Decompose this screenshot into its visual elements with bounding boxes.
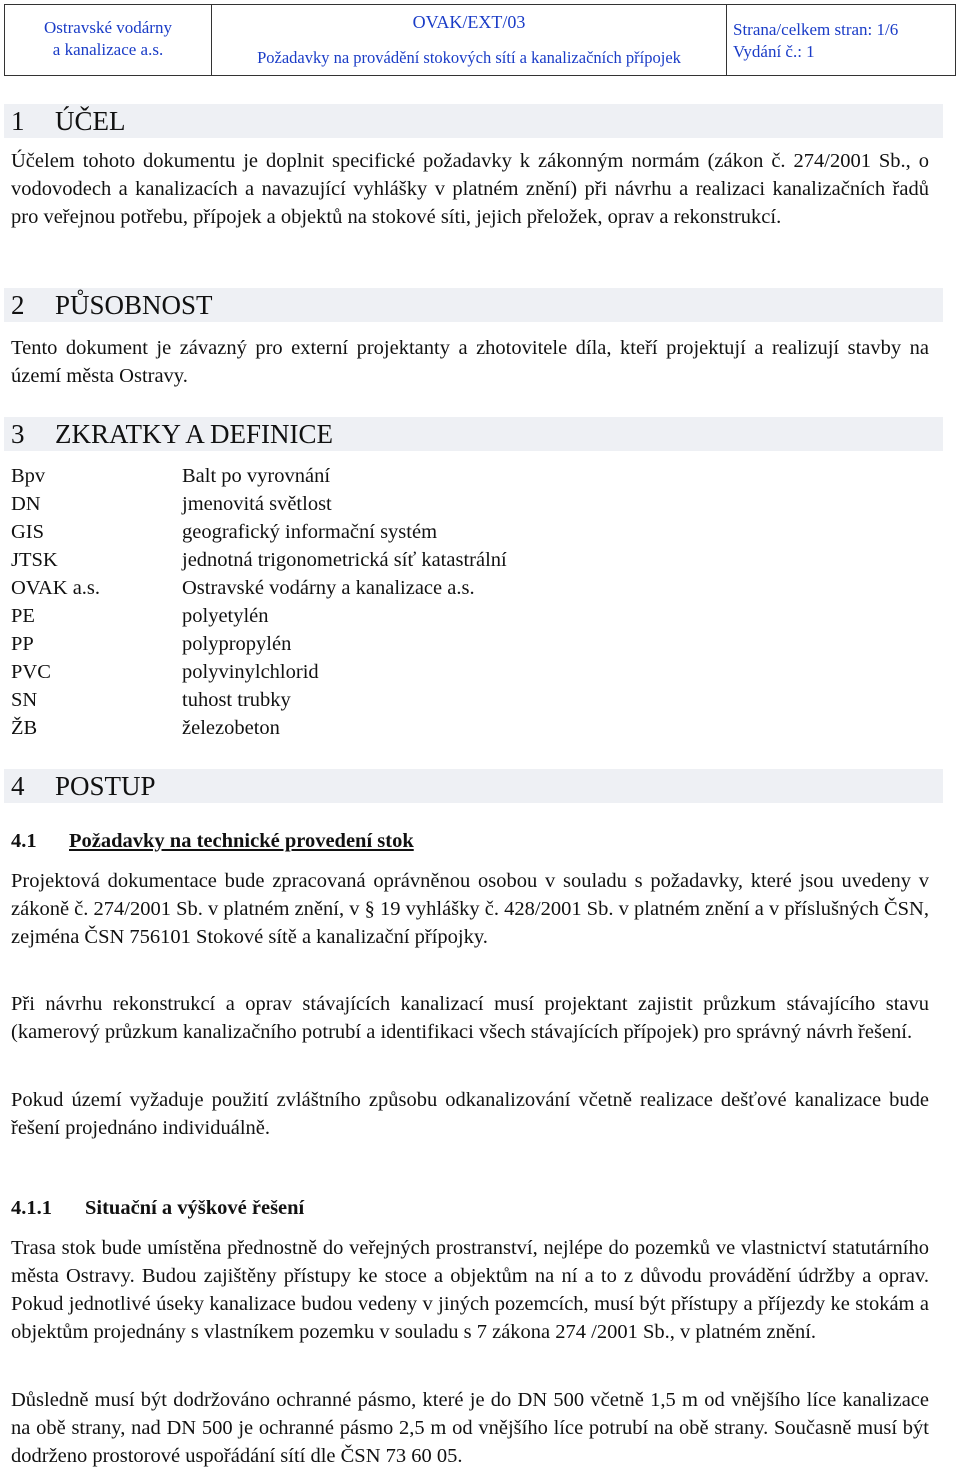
- abbreviation-key: PVC: [11, 661, 51, 683]
- subsection-title: Situační a výškové řešení: [85, 1197, 305, 1219]
- abbreviation-value: železobeton: [182, 717, 280, 739]
- section-number: 1: [11, 106, 25, 136]
- subsection-number: 4.1: [11, 830, 37, 852]
- section-2-text: [11, 334, 929, 390]
- section-number: 2: [11, 290, 25, 320]
- section-title: PŮSOBNOST: [55, 290, 213, 320]
- abbreviation-row: [11, 574, 711, 602]
- abbreviation-key: SN: [11, 689, 38, 711]
- header-meta: [727, 5, 955, 75]
- section-title: POSTUP: [55, 771, 156, 801]
- paragraph: Při návrhu rekonstrukcí a oprav stávajících kanalizací musí projektant zajistit průzkum stávajícího stavu (kamerový průzkum kanalizačního potrubí a identifikaci všech stávajících přípojek) pro správný návrh řešení.: [11, 993, 929, 1043]
- paragraph: Projektová dokumentace bude zpracovaná oprávněnou osobou v souladu s požadavky, které jsou uvedeny v zákoně č. 274/2001 Sb. v platném znění, v § 19 vyhlášky č. 428/2001 Sb. v platném znění a v příslušných ČSN, zejména ČSN 756101 Stokové sítě a kanalizační přípojky.: [11, 870, 929, 948]
- abbreviation-row: [11, 658, 711, 686]
- abbreviation-key: PE: [11, 605, 35, 627]
- paragraph: Tento dokument je závazný pro externí projektanty a zhotovitele díla, kteří projektují a realizují stavby na území města Ostravy.: [11, 337, 929, 387]
- abbreviation-key: Bpv: [11, 465, 46, 487]
- subsection-4-1-1-paragraph-1: [11, 1234, 929, 1346]
- document-code: OVAK/EXT/03: [412, 12, 526, 32]
- section-heading-4: [4, 769, 943, 803]
- abbreviation-row: [11, 462, 711, 490]
- abbreviation-row: [11, 518, 711, 546]
- edition-number: Vydání č.: 1: [733, 42, 815, 61]
- subsection-4-1-paragraph-2: [11, 990, 929, 1046]
- abbreviation-key: DN: [11, 493, 41, 515]
- company-name-line1: Ostravské vodárny: [44, 18, 172, 37]
- abbreviation-value: polyvinylchlorid: [182, 661, 319, 683]
- section-title: ÚČEL: [55, 106, 126, 136]
- abbreviation-key: OVAK a.s.: [11, 577, 101, 599]
- document-header: [4, 4, 956, 76]
- abbreviation-row: [11, 630, 711, 658]
- subsection-title: Požadavky na technické provedení stok: [69, 830, 414, 852]
- abbreviation-row: [11, 490, 711, 518]
- abbreviation-value: jednotná trigonometrická síť katastrální: [182, 549, 507, 571]
- abbreviation-row: [11, 686, 711, 714]
- abbreviation-key: JTSK: [11, 549, 58, 571]
- abbreviation-value: Ostravské vodárny a kanalizace a.s.: [182, 577, 475, 599]
- paragraph: Trasa stok bude umístěna přednostně do veřejných prostranství, nejlépe do pozemků ve vlastnictví statutárního města Ostravy. Budou zajištěny přístupy ke stoce a objektům na ní a to z důvodu provádění údržby a oprav. Pokud jednotlivé úseky kanalizace budou vedeny v jiných pozemcích, musí být přístupy a příjezdy ke stokám a objektům projednány s vlastníkem pozemku v souladu s 7 zákona 274 /2001 Sb., v platném znění.: [11, 1237, 929, 1343]
- abbreviation-value: geografický informační systém: [182, 521, 438, 543]
- company-name-line2: a kanalizace a.s.: [52, 40, 164, 59]
- page-count: Strana/celkem stran: 1/6: [733, 20, 899, 39]
- subsection-4-1-1-paragraph-2: [11, 1386, 929, 1470]
- header-company: [5, 5, 212, 75]
- abbreviation-value: jmenovitá světlost: [182, 493, 332, 515]
- abbreviation-value: polyetylén: [182, 605, 269, 627]
- abbreviation-row: [11, 714, 711, 742]
- section-heading-3: [4, 417, 943, 451]
- abbreviation-value: polypropylén: [182, 633, 292, 655]
- header-document: [212, 5, 727, 75]
- paragraph: Účelem tohoto dokumentu je doplnit specifické požadavky k zákonným normám (zákon č. 274/2001 Sb., o vodovodech a kanalizacích a navazující vyhlášky v platném znění) při návrhu a realizaci kanalizačních řadů pro veřejnou potřebu, přípojek a objektů na stokové síti, jejich přeložek, oprav a rekonstrukcí.: [11, 150, 929, 228]
- section-title: ZKRATKY A DEFINICE: [55, 419, 334, 449]
- abbreviation-row: [11, 602, 711, 630]
- section-heading-1: [4, 104, 943, 138]
- abbreviation-key: PP: [11, 633, 34, 655]
- subsection-4-1-paragraph-3: [11, 1086, 929, 1142]
- subsection-number: 4.1.1: [11, 1197, 52, 1219]
- paragraph: Pokud území vyžaduje použití zvláštního způsobu odkanalizování včetně realizace dešťové kanalizace bude řešení projednáno individuálně.: [11, 1089, 929, 1139]
- abbreviation-value: Balt po vyrovnání: [182, 465, 331, 487]
- abbreviation-row: [11, 546, 711, 574]
- section-1-text: [11, 147, 929, 231]
- abbreviation-list: [11, 462, 711, 742]
- subsection-heading-4-1: [11, 827, 414, 855]
- subsection-4-1-paragraph-1: [11, 867, 929, 951]
- paragraph: Důsledně musí být dodržováno ochranné pásmo, které je do DN 500 včetně 1,5 m od vnějšího líce kanalizace na obě strany, nad DN 500 je ochranné pásmo 2,5 m od vnějšího líce potrubí na obě strany. Současně musí být dodrženo prostorové uspořádání sítí dle ČSN 73 60 05.: [11, 1389, 929, 1467]
- section-number: 3: [11, 419, 25, 449]
- subsection-heading-4-1-1: [11, 1194, 304, 1222]
- abbreviation-key: GIS: [11, 521, 45, 543]
- section-number: 4: [11, 771, 25, 801]
- section-heading-2: [4, 288, 943, 322]
- abbreviation-value: tuhost trubky: [182, 689, 291, 711]
- document-title: Požadavky na provádění stokových sítí a kanalizačních přípojek: [257, 48, 681, 67]
- abbreviation-key: ŽB: [11, 717, 38, 739]
